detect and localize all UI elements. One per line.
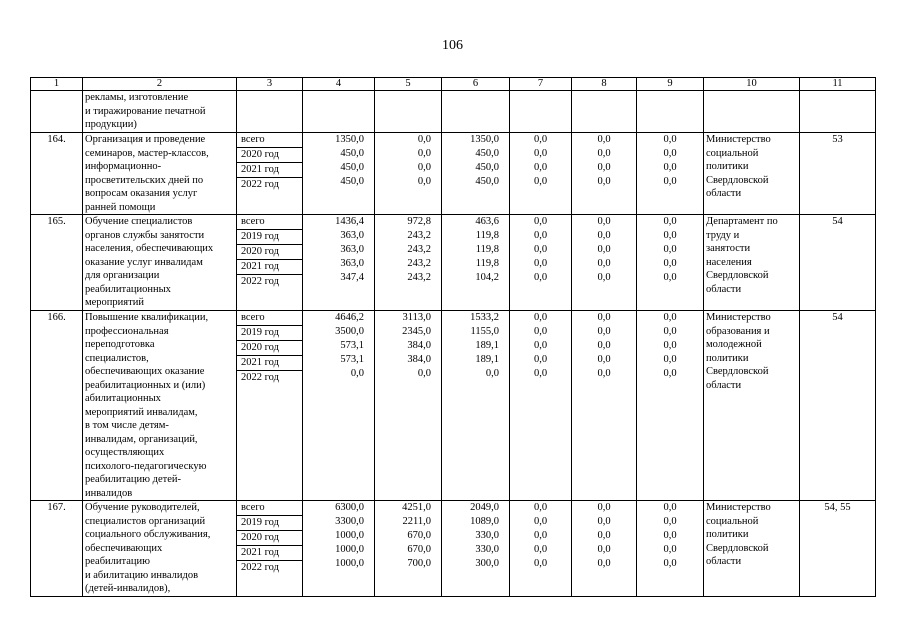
description-line: ранней помощи <box>85 201 156 213</box>
description-line: семинаров, мастер-классов, <box>85 147 209 159</box>
period-label-stack <box>239 215 300 289</box>
amount-value: 0,0 <box>533 230 548 241</box>
amount-cell-7 <box>510 311 572 501</box>
description-line: (детей-инвалидов), <box>85 583 171 594</box>
period-label: 2019 год <box>237 516 302 531</box>
amount-cell-9 <box>637 501 704 597</box>
amount-value: 119,8 <box>475 258 499 269</box>
responsible-line: области <box>706 379 742 391</box>
amount-value: 0,0 <box>663 216 677 227</box>
responsible-line: социальной <box>706 515 759 527</box>
amount-cell-7 <box>510 91 572 133</box>
amount-cell-4 <box>303 311 375 501</box>
amount-value: 0,0 <box>663 368 677 379</box>
amount-cell-8 <box>572 501 637 597</box>
amount-value: 0,0 <box>533 176 548 187</box>
amount-value: 450,0 <box>340 176 364 187</box>
table-row <box>31 133 876 215</box>
amount-value: 0,0 <box>597 530 611 541</box>
column-header: 1 <box>31 78 83 91</box>
amount-value: 0,0 <box>663 502 677 513</box>
amount-value: 450,0 <box>475 148 499 159</box>
amount-value: 1000,0 <box>335 558 364 569</box>
amount-value: 0,0 <box>597 216 611 227</box>
amount-value: 3300,0 <box>335 516 364 527</box>
amount-value-stack <box>444 133 507 189</box>
description-line: просветительских дней по <box>85 174 204 186</box>
amount-value: 0,0 <box>533 258 548 269</box>
description-line: реабилитацию детей- <box>85 474 181 485</box>
amount-value: 0,0 <box>533 244 548 255</box>
period-label: 2020 год <box>237 148 302 163</box>
amount-value: 0,0 <box>663 354 677 365</box>
amount-value: 104,2 <box>475 272 499 283</box>
amount-value: 384,0 <box>407 354 431 365</box>
responsible-body <box>704 133 800 215</box>
amount-value-stack <box>305 133 372 189</box>
amount-cell-4 <box>303 91 375 133</box>
amount-value: 119,8 <box>475 244 499 255</box>
amount-value: 0,0 <box>485 368 499 379</box>
period-label: 2022 год <box>241 276 279 287</box>
responsible-line: Министерство <box>706 134 771 145</box>
amount-value-stack <box>574 215 634 285</box>
amount-value: 0,0 <box>597 312 611 323</box>
amount-value: 0,0 <box>597 558 611 569</box>
amount-value: 0,0 <box>350 368 364 379</box>
description-line: органов службы занятости <box>85 229 205 241</box>
description-line: специалистов, <box>85 352 149 364</box>
responsible-line: Департамент по <box>706 216 778 227</box>
amount-value-stack <box>512 501 569 571</box>
amount-value: 0,0 <box>597 272 611 283</box>
period-label: 2021 год <box>237 356 302 371</box>
column-header: 7 <box>510 78 572 91</box>
amount-value: 0,0 <box>533 558 548 569</box>
amount-value: 243,2 <box>407 272 431 283</box>
amount-cell-8 <box>572 91 637 133</box>
period-label: 2021 год <box>237 260 302 275</box>
amount-value: 0,0 <box>417 162 431 173</box>
amount-value: 189,1 <box>475 354 499 365</box>
amount-cell-8 <box>572 133 637 215</box>
amount-value: 2049,0 <box>470 502 499 513</box>
column-header: 5 <box>375 78 442 91</box>
table-row <box>31 91 876 133</box>
period-label-stack <box>239 311 300 385</box>
amount-value-stack <box>377 215 439 285</box>
amount-value-stack <box>512 311 569 381</box>
row-number: 164. <box>31 133 83 215</box>
amount-cell-6 <box>442 215 510 311</box>
table-row <box>31 215 876 311</box>
column-header: 10 <box>704 78 800 91</box>
amount-value: 243,2 <box>407 244 431 255</box>
responsible-line: Свердловской <box>706 270 769 281</box>
amount-value: 700,0 <box>407 558 431 569</box>
description-line: Обучение специалистов <box>85 216 193 227</box>
description-line: специалистов организаций <box>85 515 206 527</box>
amount-value: 243,2 <box>407 230 431 241</box>
amount-value: 0,0 <box>533 502 548 513</box>
description-line: осуществляющих <box>85 447 165 458</box>
amount-value: 119,8 <box>475 230 499 241</box>
responsible-line: области <box>706 188 742 199</box>
amount-value-stack <box>639 215 701 285</box>
amount-value: 0,0 <box>533 326 548 337</box>
amount-cell-9 <box>637 133 704 215</box>
row-number: 166. <box>31 311 83 501</box>
activity-description <box>83 215 237 311</box>
description-line: Обучение руководителей, <box>85 502 200 513</box>
activity-description <box>83 91 237 133</box>
amount-value: 0,0 <box>663 272 677 283</box>
responsible-line: Министерство <box>706 502 771 513</box>
amount-value: 3113,0 <box>402 312 431 323</box>
description-line: информационно- <box>85 161 162 172</box>
amount-cell-6 <box>442 133 510 215</box>
description-line: абилитационных <box>85 393 161 404</box>
amount-cell-6 <box>442 501 510 597</box>
amount-value: 363,0 <box>340 258 364 269</box>
responsible-line: политики <box>706 161 749 172</box>
column-header: 9 <box>637 78 704 91</box>
amount-value: 0,0 <box>533 272 548 283</box>
period-label: 2020 год <box>237 531 302 546</box>
amount-value: 0,0 <box>533 312 548 323</box>
period-label: 2022 год <box>241 179 279 190</box>
amount-value: 0,0 <box>597 502 611 513</box>
column-header: 11 <box>800 78 876 91</box>
period-cell <box>237 133 303 215</box>
amount-value: 0,0 <box>663 244 677 255</box>
description-line: обеспечивающих <box>85 542 163 554</box>
activity-description <box>83 133 237 215</box>
amount-value: 573,1 <box>340 354 364 365</box>
responsible-body <box>704 501 800 597</box>
table-body <box>31 91 876 597</box>
amount-value-stack <box>639 133 701 189</box>
amount-value: 0,0 <box>663 530 677 541</box>
amount-cell-4 <box>303 501 375 597</box>
activity-description <box>83 501 237 597</box>
amount-value: 0,0 <box>597 148 611 159</box>
description-line: оказание услуг инвалидам <box>85 256 203 268</box>
responsible-line: труду и <box>706 229 740 241</box>
responsible-line: занятости <box>706 243 751 254</box>
description-line: Повышение квалификации, <box>85 312 209 323</box>
description-line: рекламы, изготовление <box>85 92 189 103</box>
amount-value: 0,0 <box>417 368 431 379</box>
period-label: 2022 год <box>241 372 279 383</box>
amount-value: 3500,0 <box>335 326 364 337</box>
responsible-line: области <box>706 283 742 295</box>
amount-value-stack <box>574 311 634 381</box>
description-line: мероприятий <box>85 297 144 308</box>
amount-value-stack <box>444 501 507 571</box>
period-cell <box>237 215 303 311</box>
amount-value: 0,0 <box>597 354 611 365</box>
amount-value: 384,0 <box>407 340 431 351</box>
responsible-line: населения <box>706 256 752 268</box>
responsible-line: Свердловской <box>706 542 769 554</box>
amount-value: 0,0 <box>663 162 677 173</box>
amount-value: 330,0 <box>475 530 499 541</box>
column-header: 4 <box>303 78 375 91</box>
indicator-ref: 54, 55 <box>800 501 876 597</box>
amount-value: 0,0 <box>597 340 611 351</box>
description-line: психолого-педагогическую <box>85 460 207 472</box>
description-line: вопросам оказания услуг <box>85 188 198 199</box>
column-header: 3 <box>237 78 303 91</box>
amount-value: 450,0 <box>475 162 499 173</box>
amount-value: 0,0 <box>533 516 548 527</box>
amount-value: 972,8 <box>407 216 431 227</box>
amount-value: 300,0 <box>475 558 499 569</box>
description-line: реабилитацию <box>85 556 150 567</box>
amount-cell-7 <box>510 501 572 597</box>
amount-value: 0,0 <box>597 516 611 527</box>
row-number: 165. <box>31 215 83 311</box>
amount-cell-5 <box>375 91 442 133</box>
amount-value: 243,2 <box>407 258 431 269</box>
description-line: в том числе детям- <box>85 420 169 431</box>
amount-value-stack <box>574 501 634 571</box>
indicator-ref <box>800 91 876 133</box>
amount-value: 0,0 <box>597 544 611 555</box>
amount-value: 0,0 <box>533 162 548 173</box>
amount-value-stack <box>512 215 569 285</box>
amount-cell-6 <box>442 91 510 133</box>
amount-cell-4 <box>303 133 375 215</box>
amount-value: 1533,2 <box>470 312 499 323</box>
responsible-line: молодежной <box>706 339 762 350</box>
amount-value-stack <box>305 215 372 285</box>
amount-value: 0,0 <box>597 230 611 241</box>
amount-value: 670,0 <box>407 530 431 541</box>
period-label: всего <box>237 501 302 516</box>
amount-value: 330,0 <box>475 544 499 555</box>
amount-value: 0,0 <box>663 312 677 323</box>
amount-cell-8 <box>572 215 637 311</box>
amount-value: 0,0 <box>533 354 548 365</box>
amount-value: 463,6 <box>475 216 499 227</box>
amount-value: 0,0 <box>597 244 611 255</box>
amount-cell-5 <box>375 311 442 501</box>
amount-cell-5 <box>375 215 442 311</box>
amount-cell-9 <box>637 215 704 311</box>
amount-value: 0,0 <box>597 326 611 337</box>
amount-value-stack <box>377 501 439 571</box>
amount-value-stack <box>512 133 569 189</box>
amount-cell-6 <box>442 311 510 501</box>
description-line: инвалидам, организаций, <box>85 433 198 445</box>
responsible-line: социальной <box>706 147 759 159</box>
description-line: реабилитационных <box>85 283 171 295</box>
amount-cell-5 <box>375 133 442 215</box>
responsible-body <box>704 91 800 133</box>
amount-value: 0,0 <box>663 134 677 145</box>
amount-value: 450,0 <box>340 148 364 159</box>
amount-value: 189,1 <box>475 340 499 351</box>
amount-value: 573,1 <box>340 340 364 351</box>
period-label: 2020 год <box>237 245 302 260</box>
period-label-stack <box>239 133 300 192</box>
description-line: реабилитационных и (или) <box>85 379 206 391</box>
column-header: 6 <box>442 78 510 91</box>
amount-value: 2345,0 <box>402 326 431 337</box>
amount-value: 0,0 <box>533 530 548 541</box>
amount-cell-9 <box>637 91 704 133</box>
amount-value: 0,0 <box>663 544 677 555</box>
period-cell <box>237 91 303 133</box>
responsible-line: Свердловской <box>706 174 769 186</box>
amount-value: 0,0 <box>533 134 548 145</box>
period-label: 2021 год <box>237 163 302 178</box>
description-line: и абилитацию инвалидов <box>85 569 199 581</box>
program-table <box>30 77 876 597</box>
indicator-ref: 54 <box>800 311 876 501</box>
page-number: 106 <box>442 38 463 53</box>
description-line: социального обслуживания, <box>85 529 211 540</box>
period-label: 2019 год <box>237 326 302 341</box>
amount-value: 1000,0 <box>335 530 364 541</box>
amount-value: 0,0 <box>663 148 677 159</box>
amount-value-stack <box>639 501 701 571</box>
description-line: мероприятий инвалидам, <box>85 406 198 418</box>
amount-value-stack <box>305 501 372 571</box>
column-header: 2 <box>83 78 237 91</box>
amount-value: 0,0 <box>597 134 611 145</box>
row-number: 167. <box>31 501 83 597</box>
period-label: 2021 год <box>237 546 302 561</box>
amount-value: 4646,2 <box>335 312 364 323</box>
amount-value: 670,0 <box>407 544 431 555</box>
responsible-line: образования и <box>706 325 770 337</box>
amount-value: 0,0 <box>663 230 677 241</box>
row-number <box>31 91 83 133</box>
amount-value-stack <box>377 133 439 189</box>
responsible-body <box>704 215 800 311</box>
amount-value: 0,0 <box>663 176 677 187</box>
amount-value: 1350,0 <box>335 134 364 145</box>
amount-value: 0,0 <box>533 544 548 555</box>
amount-cell-7 <box>510 215 572 311</box>
amount-value: 0,0 <box>663 258 677 269</box>
amount-value-stack <box>377 311 439 381</box>
amount-value: 0,0 <box>597 176 611 187</box>
period-label: всего <box>237 215 302 230</box>
description-line: продукции) <box>85 119 137 130</box>
responsible-line: политики <box>706 352 749 364</box>
amount-value: 4251,0 <box>402 502 431 513</box>
description-line: для организации <box>85 270 160 281</box>
amount-value-stack <box>444 311 507 381</box>
responsible-line: области <box>706 556 742 567</box>
description-line: населения, обеспечивающих <box>85 243 214 254</box>
description-line: профессиональная <box>85 325 169 337</box>
amount-value: 1155,0 <box>470 326 499 337</box>
period-label: всего <box>237 133 302 148</box>
responsible-line: Министерство <box>706 312 771 323</box>
amount-value: 450,0 <box>340 162 364 173</box>
amount-value: 363,0 <box>340 244 364 255</box>
period-label: всего <box>237 311 302 326</box>
amount-value: 0,0 <box>597 258 611 269</box>
amount-value-stack <box>574 133 634 189</box>
activity-description <box>83 311 237 501</box>
amount-value: 0,0 <box>417 176 431 187</box>
header-row <box>31 78 876 91</box>
indicator-ref: 54 <box>800 215 876 311</box>
period-label-stack <box>239 501 300 575</box>
table-row <box>31 311 876 501</box>
table-row <box>31 501 876 597</box>
responsible-line: политики <box>706 529 749 540</box>
amount-value: 1350,0 <box>470 134 499 145</box>
description-line: Организация и проведение <box>85 134 206 145</box>
amount-cell-9 <box>637 311 704 501</box>
amount-value: 0,0 <box>533 340 548 351</box>
amount-value: 1089,0 <box>470 516 499 527</box>
amount-value: 347,4 <box>340 272 364 283</box>
period-label: 2019 год <box>237 230 302 245</box>
indicator-ref: 53 <box>800 133 876 215</box>
amount-value-stack <box>639 311 701 381</box>
amount-value: 0,0 <box>663 558 677 569</box>
description-line: инвалидов <box>85 487 133 499</box>
amount-value: 0,0 <box>533 368 548 379</box>
amount-value: 450,0 <box>475 176 499 187</box>
amount-value: 0,0 <box>533 148 548 159</box>
amount-value: 1000,0 <box>335 544 364 555</box>
amount-value: 6300,0 <box>335 502 364 513</box>
description-line: и тиражирование печатной <box>85 105 206 117</box>
column-header: 8 <box>572 78 637 91</box>
amount-cell-7 <box>510 133 572 215</box>
description-line: обеспечивающих оказание <box>85 366 205 377</box>
amount-value: 363,0 <box>340 230 364 241</box>
amount-value: 0,0 <box>597 368 611 379</box>
amount-value-stack <box>305 311 372 381</box>
amount-cell-8 <box>572 311 637 501</box>
description-line: переподготовка <box>85 339 155 350</box>
amount-value: 0,0 <box>417 148 431 159</box>
amount-value-stack <box>444 215 507 285</box>
amount-value: 0,0 <box>533 216 548 227</box>
amount-cell-4 <box>303 215 375 311</box>
amount-value: 0,0 <box>663 326 677 337</box>
period-label: 2020 год <box>237 341 302 356</box>
amount-value: 0,0 <box>663 516 677 527</box>
amount-cell-5 <box>375 501 442 597</box>
amount-value: 0,0 <box>597 162 611 173</box>
period-label: 2022 год <box>241 562 279 573</box>
period-cell <box>237 311 303 501</box>
period-cell <box>237 501 303 597</box>
amount-value: 2211,0 <box>402 516 431 527</box>
responsible-body <box>704 311 800 501</box>
responsible-line: Свердловской <box>706 366 769 377</box>
amount-value: 0,0 <box>663 340 677 351</box>
amount-value: 1436,4 <box>335 216 364 227</box>
amount-value: 0,0 <box>417 134 431 145</box>
